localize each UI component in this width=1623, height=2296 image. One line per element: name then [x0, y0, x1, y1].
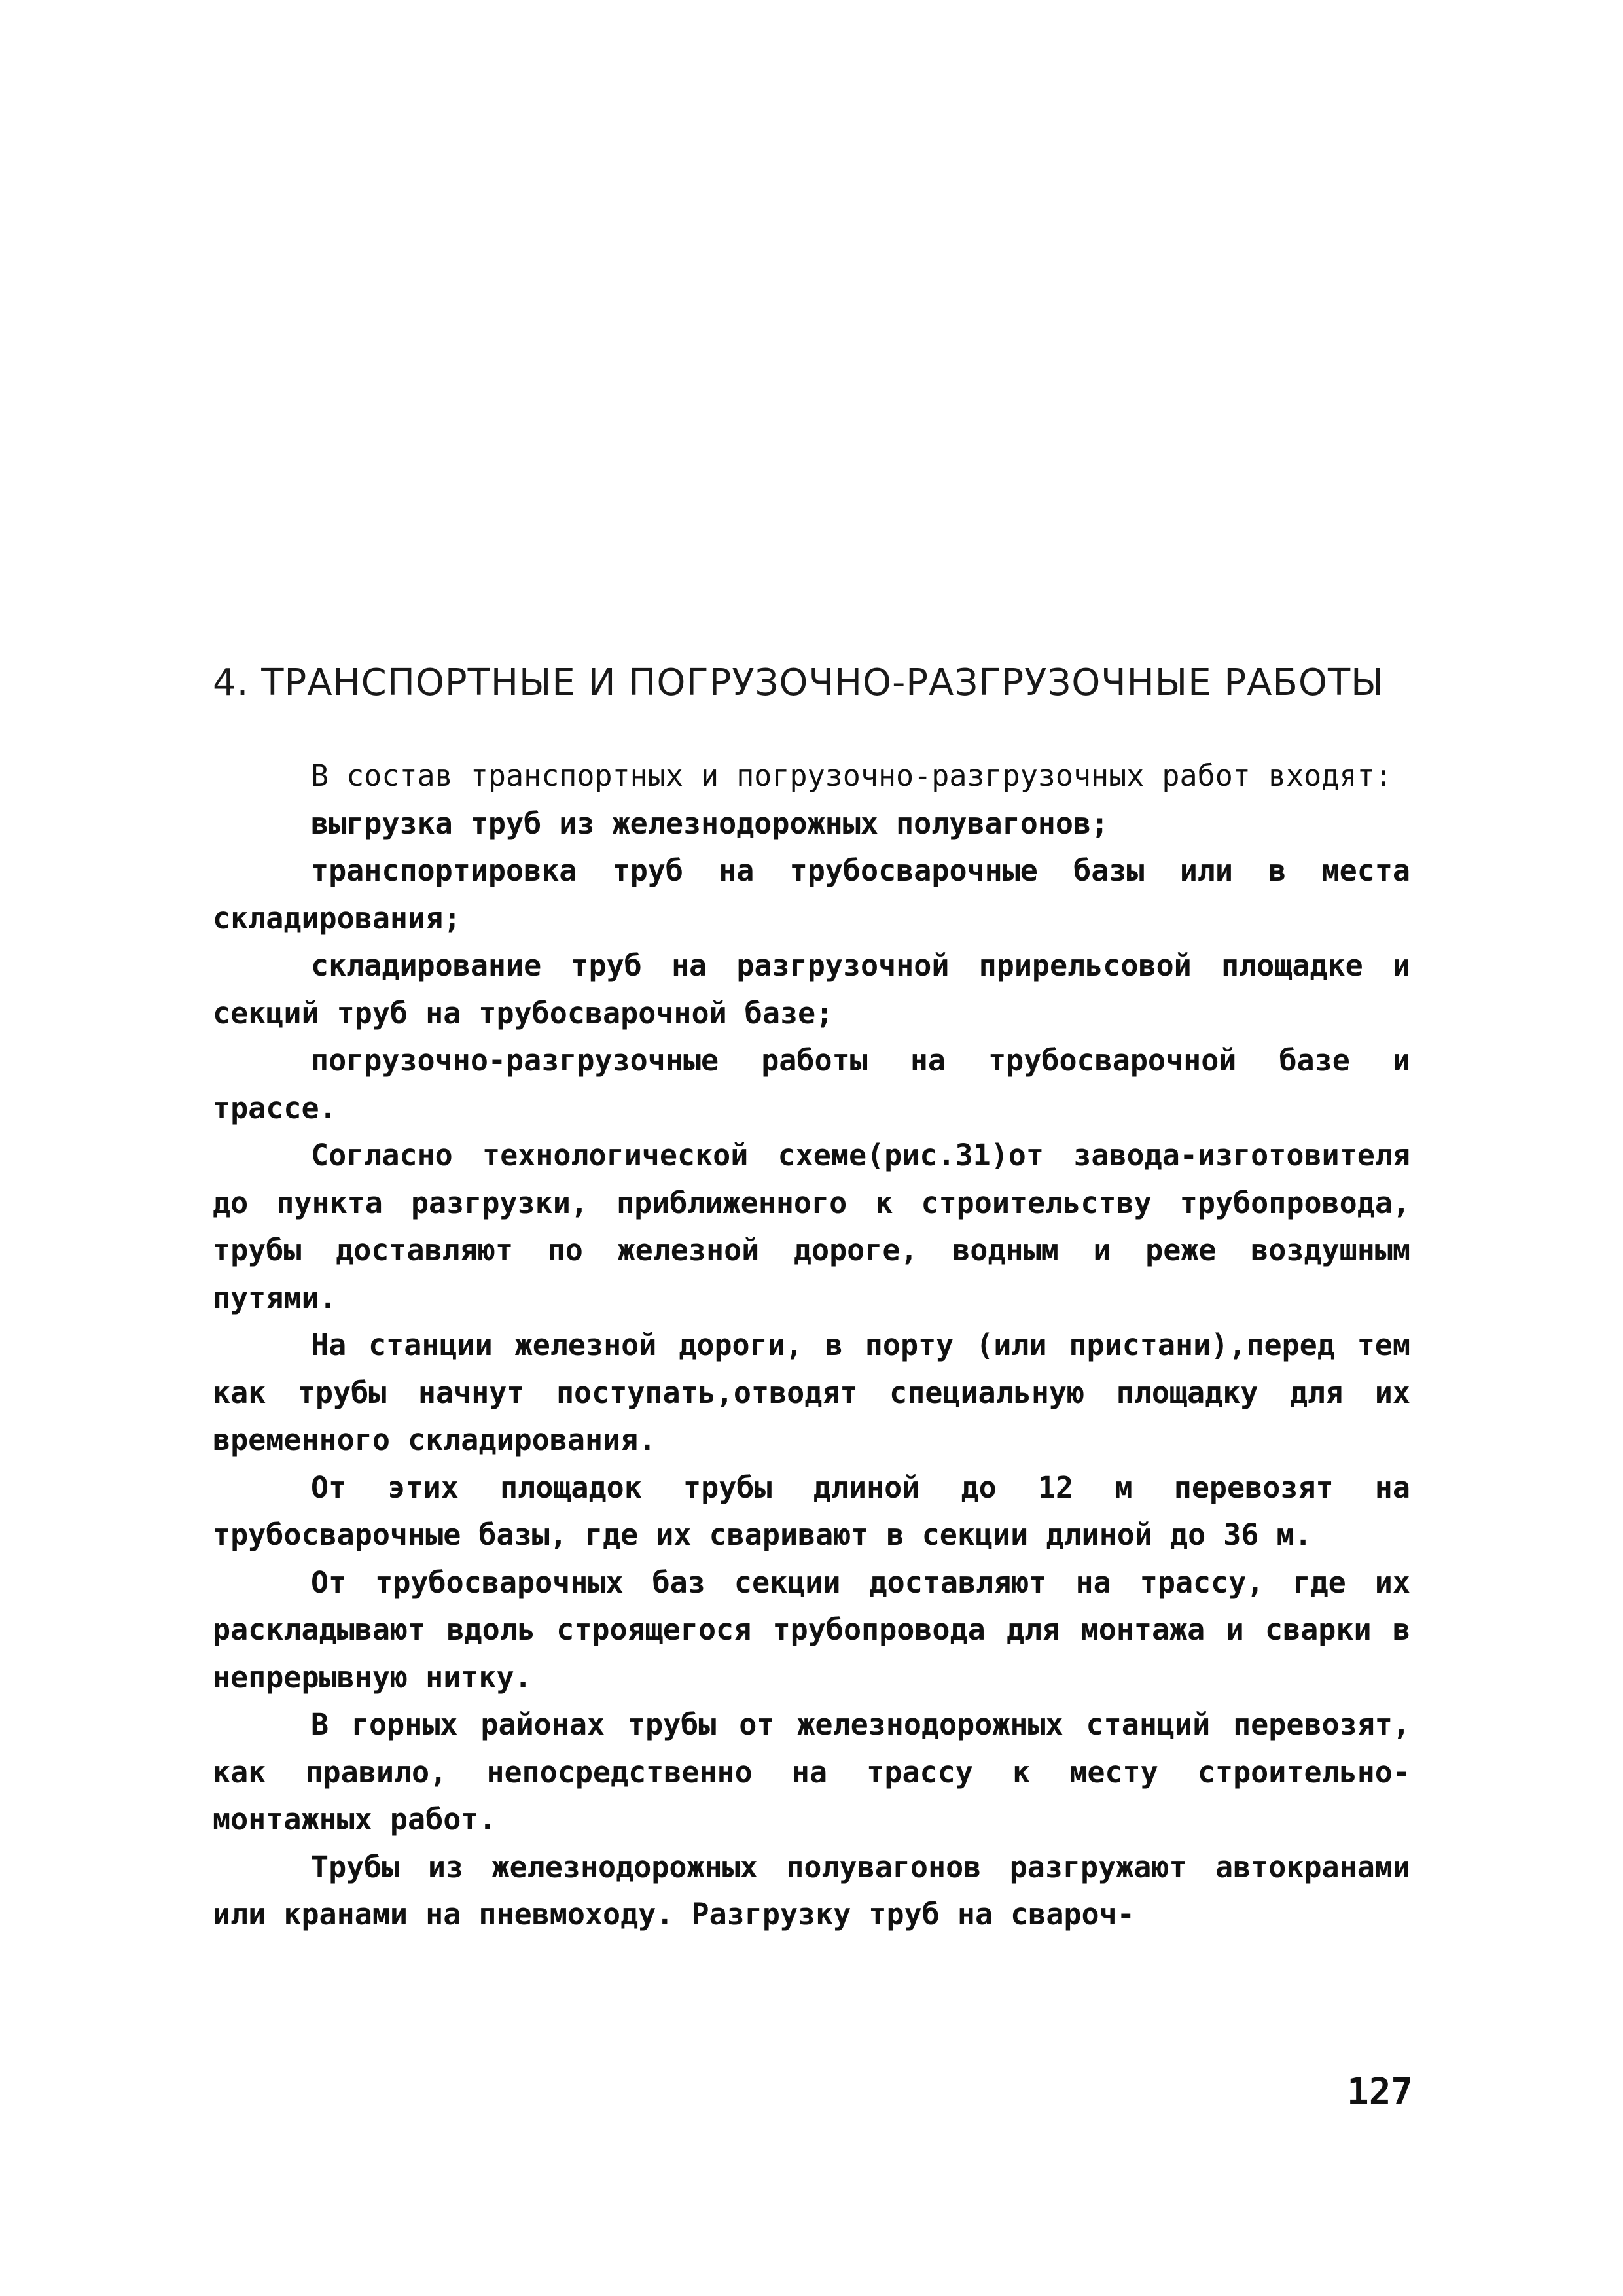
- paragraph: В горных районах трубы от железнодорожных станций перевозят, как правило, непосредственно на трассу к месту строительно-монтажных работ.: [213, 1707, 1410, 1837]
- paragraph-list-item: складирование труб на разгрузочной прирельсовой площадке и секций труб на трубосварочной базе;: [213, 948, 1410, 1031]
- section-heading: 4. ТРАНСПОРТНЫЕ И ПОГРУЗОЧНО-РАЗГРУЗОЧНЫЕ РАБОТЫ: [213, 662, 1384, 704]
- paragraph-intro: В состав транспортных и погрузочно-разгрузочных работ входят:: [311, 758, 1393, 793]
- paragraph-list-item: выгрузка труб из железнодорожных полувагонов;: [311, 805, 1109, 841]
- paragraph-list-item: транспортировка труб на трубосварочные базы или в места складирования;: [213, 853, 1410, 936]
- paragraph-list-item: погрузочно-разгрузочные работы на трубосварочной базе и трассе.: [213, 1043, 1410, 1125]
- paragraph: Трубы из железнодорожных полувагонов разгружают автокранами или кранами на пневмоходу. Разгрузку труб на свароч-: [213, 1849, 1410, 1932]
- paragraph: Согласно технологической схеме(рис.31)от завода-изготовителя до пункта разгрузки, приближенного к строительству трубопровода, трубы доставляют по железной дороге, водным и реже воздушным путями.: [213, 1138, 1410, 1315]
- body-text: [213, 752, 1410, 1939]
- paragraph: От трубосварочных баз секции доставляют на трассу, где их раскладывают вдоль строящегося трубопровода для монтажа и сварки в непрерывную нитку.: [213, 1564, 1410, 1695]
- paragraph: От этих площадок трубы длиной до 12 м перевозят на трубосварочные базы, где их сваривают в секции длиной до 36 м.: [213, 1470, 1410, 1552]
- page-number: 127: [1347, 2071, 1414, 2113]
- paragraph: На станции железной дороги, в порту (или пристани),перед тем как трубы начнут поступать,отводят специальную площадку для их временного складирования.: [213, 1328, 1410, 1457]
